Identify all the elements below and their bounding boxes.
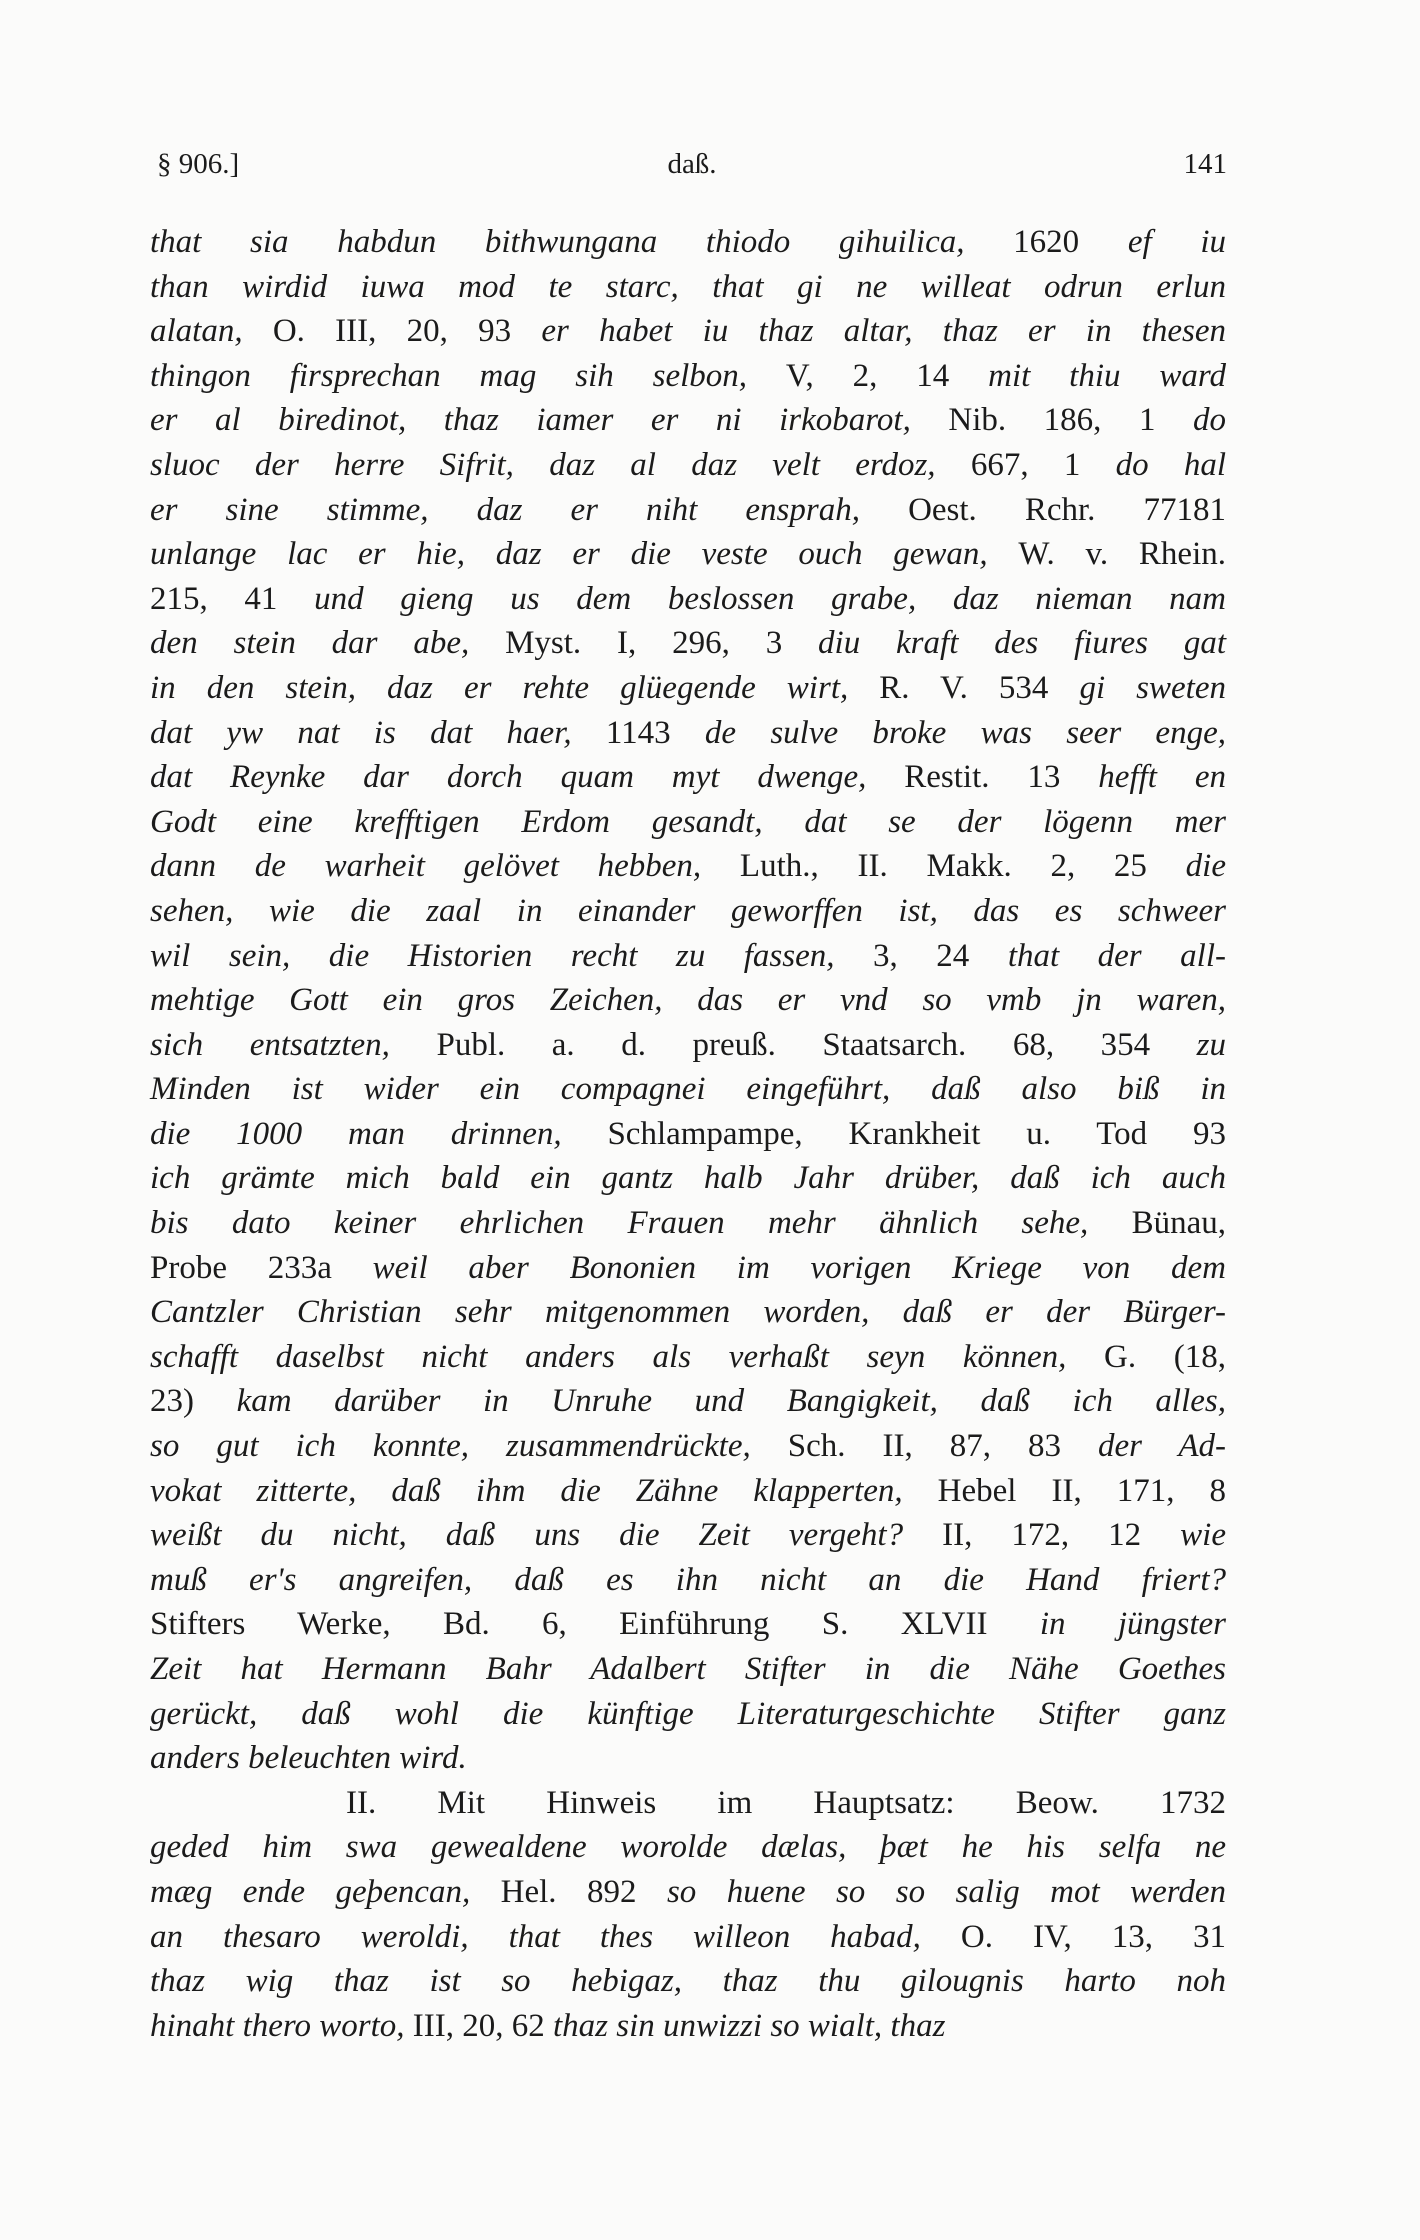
- italic-quote: dat Reynke dar dorch quam myt dwenge,: [150, 759, 905, 796]
- citation: Bünau,: [1131, 1205, 1226, 1242]
- citation: 667, 1: [970, 446, 1116, 483]
- text-line: [150, 1067, 1226, 1112]
- text-line: [150, 1959, 1226, 2004]
- italic-quote: Godt eine krefftigen Erdom gesandt, dat se der lögenn mer: [150, 803, 1226, 840]
- citation: Luth., II. Makk. 2, 25: [739, 848, 1186, 885]
- running-keyword: daß.: [667, 147, 717, 180]
- text-line: [150, 398, 1226, 443]
- citation: 1143: [605, 714, 705, 751]
- running-header: [157, 144, 1227, 184]
- text-line: [150, 1201, 1226, 1246]
- text-line: [150, 1558, 1226, 1603]
- italic-quote: er al biredinot, thaz iamer er ni irkobarot,: [150, 402, 949, 439]
- italic-quote: die: [1185, 848, 1226, 885]
- italic-quote: unlange lac er hie, daz er die veste ouch gewan,: [150, 536, 1019, 573]
- italic-quote: Zeit hat Hermann Bahr Adalbert Stifter in die Nähe Goethes: [150, 1651, 1226, 1687]
- italic-quote: die 1000 man drinnen,: [150, 1115, 608, 1152]
- italic-quote: alatan,: [150, 313, 273, 350]
- text-line: [150, 1825, 1226, 1870]
- italic-quote: der Ad-: [1097, 1428, 1226, 1465]
- italic-quote: in jüngster: [1039, 1606, 1226, 1643]
- italic-quote: gerückt, daß wohl die künftige Literaturgeschichte Stifter ganz: [150, 1695, 1226, 1732]
- italic-quote: mehtige Gott ein gros Zeichen, das er vnd so vmb jn waren,: [150, 982, 1226, 1019]
- text-line: [150, 934, 1226, 979]
- citation: Hel. 892: [500, 1873, 667, 1910]
- italic-quote: do hal: [1115, 446, 1227, 483]
- italic-quote: wie: [1180, 1517, 1226, 1554]
- italic-quote: de sulve broke was seer enge,: [704, 714, 1226, 751]
- text-line: [150, 1424, 1226, 1469]
- text-line: [150, 220, 1226, 265]
- text-line: [150, 1736, 1226, 1781]
- italic-quote: dat yw nat is dat haer,: [150, 714, 606, 751]
- italic-quote: den stein dar abe,: [150, 625, 506, 662]
- italic-quote: sich entsatzten,: [150, 1026, 437, 1063]
- citation: Myst. I, 296, 3: [505, 625, 819, 662]
- citation: 23): [150, 1383, 237, 1420]
- citation: Oest. Rchr. 77181: [908, 491, 1226, 528]
- text-line: [150, 844, 1226, 889]
- italic-quote: do: [1193, 402, 1227, 439]
- text-line: [150, 1870, 1226, 1915]
- text-line: [150, 577, 1226, 622]
- citation: O. III, 20, 93: [272, 313, 542, 350]
- italic-quote: ich grämte mich bald ein gantz halb Jahr drüber, daß ich auch: [150, 1160, 1226, 1197]
- italic-quote: an thesaro weroldi, that thes willeon habad,: [150, 1918, 961, 1955]
- italic-quote: und gieng us dem beslossen grabe, daz nieman nam: [314, 580, 1226, 617]
- italic-quote: er sine stimme, daz er niht ensprah,: [150, 491, 909, 528]
- text-line: [150, 488, 1226, 533]
- citation: Nib. 186, 1: [948, 402, 1194, 439]
- italic-quote: schafft daselbst nicht anders als verhaßt seyn können,: [150, 1338, 1105, 1375]
- italic-quote: that sia habdun bithwungana thiodo gihuilica,: [150, 224, 1014, 260]
- text-line: [150, 265, 1226, 310]
- italic-quote: mæg ende geþencan,: [150, 1873, 501, 1910]
- text-line: [150, 978, 1226, 1023]
- italic-quote: sluoc der herre Sifrit, daz al daz velt erdoz,: [150, 446, 971, 483]
- citation: W. v. Rhein.: [1018, 536, 1226, 573]
- italic-quote: thingon firsprechan mag sih selbon,: [150, 357, 786, 394]
- text-line: [150, 1156, 1226, 1201]
- italic-quote: sehen, wie die zaal in einander geworffen ist, das es schweer: [150, 892, 1226, 929]
- italic-quote: dann de warheit gelövet hebben,: [150, 848, 740, 885]
- text-line: [150, 1335, 1226, 1380]
- citation: Stifters Werke, Bd. 6, Einführung S. XLVII: [150, 1606, 1040, 1643]
- italic-quote: thaz sin unwizzi so wialt, thaz: [553, 2007, 946, 2044]
- citation: II. Mit Hinweis im Hauptsatz: Beow. 1732: [346, 1784, 1226, 1821]
- italic-quote: weißt du nicht, daß uns die Zeit vergeht?: [150, 1517, 943, 1554]
- italic-quote: than wirdid iuwa mod te starc, that gi ne willeat odrun erlun: [150, 268, 1226, 305]
- citation: Probe 233a: [150, 1249, 373, 1286]
- citation: V, 2, 14: [785, 357, 989, 394]
- text-line: [150, 666, 1226, 711]
- text-line: [150, 1246, 1226, 1291]
- citation: O. IV, 13, 31: [960, 1918, 1226, 1955]
- italic-quote: diu kraft des fiures gat: [818, 625, 1226, 662]
- italic-quote: that der all-: [1007, 937, 1226, 974]
- italic-quote: so huene so so salig mot werden: [666, 1873, 1226, 1910]
- italic-quote: geded him swa gewealdene worolde dælas, þæt he his selfa ne: [150, 1829, 1226, 1866]
- page-number: 141: [1183, 147, 1227, 180]
- text-line: [150, 1469, 1226, 1514]
- italic-quote: Minden ist wider ein compagnei eingeführt, daß also biß in: [150, 1071, 1226, 1108]
- italic-quote: so gut ich konnte, zusammendrückte,: [150, 1428, 788, 1465]
- italic-quote: kam darüber in Unruhe und Bangigkeit, daß ich alles,: [236, 1383, 1226, 1420]
- italic-quote: gi sweten: [1079, 669, 1226, 706]
- italic-quote: zu: [1196, 1026, 1226, 1063]
- citation: III, 20, 62: [412, 2007, 554, 2044]
- italic-quote: wil sein, die Historien recht zu fassen,: [150, 937, 874, 974]
- text-line: [150, 1023, 1226, 1068]
- section-reference: § 906.]: [157, 147, 240, 180]
- italic-quote: hinaht thero worto,: [150, 2007, 413, 2044]
- text-line: [150, 354, 1226, 399]
- text-line: [150, 1692, 1226, 1737]
- italic-quote: in den stein, daz er rehte glüegende wirt,: [150, 669, 880, 706]
- italic-quote: Cantzler Christian sehr mitgenommen worden, daß er der Bürger-: [150, 1294, 1226, 1331]
- italic-quote: weil aber Bononien im vorigen Kriege von dem: [372, 1249, 1227, 1286]
- citation: G. (18,: [1104, 1338, 1226, 1375]
- text-line: [150, 1602, 1226, 1647]
- citation: Publ. a. d. preuß. Staatsarch. 68, 354: [436, 1026, 1197, 1063]
- italic-quote: mit thiu ward: [988, 357, 1226, 394]
- text-line: [150, 443, 1226, 488]
- citation: 3, 24: [873, 937, 1008, 974]
- text-line: [150, 1290, 1226, 1335]
- text-line: [150, 800, 1226, 845]
- italic-quote: bis dato keiner ehrlichen Frauen mehr ähnlich sehe,: [150, 1205, 1132, 1242]
- citation: Hebel II, 171, 8: [937, 1472, 1226, 1509]
- italic-quote: hefft en: [1098, 759, 1226, 796]
- citation: II, 172, 12: [942, 1517, 1181, 1554]
- text-line: [150, 1781, 1226, 1826]
- text-line: [150, 621, 1226, 666]
- text-line: [150, 1647, 1226, 1692]
- text-line: [150, 2004, 1226, 2049]
- text-line: [150, 1513, 1226, 1558]
- text-line: [150, 1915, 1226, 1960]
- body-text: [150, 220, 1226, 2048]
- text-line: [150, 309, 1226, 354]
- italic-quote: thaz wig thaz ist so hebigaz, thaz thu gilougnis harto noh: [150, 1963, 1226, 2000]
- citation: Restit. 13: [904, 759, 1099, 796]
- text-line: [150, 1379, 1226, 1424]
- text-line: [150, 755, 1226, 800]
- text-line: [150, 889, 1226, 934]
- citation: Sch. II, 87, 83: [787, 1428, 1098, 1465]
- text-line: [150, 532, 1226, 577]
- italic-quote: anders beleuchten wird.: [150, 1740, 467, 1777]
- citation: Schlampampe, Krankheit u. Tod 93: [607, 1115, 1226, 1152]
- citation: 215, 41: [150, 580, 315, 617]
- italic-quote: ef iu: [1127, 224, 1227, 260]
- italic-quote: er habet iu thaz altar, thaz er in thesen: [541, 313, 1226, 350]
- text-line: [150, 1112, 1226, 1157]
- italic-quote: muß er's angreifen, daß es ihn nicht an die Hand friert?: [150, 1561, 1226, 1598]
- text-line: [150, 711, 1226, 756]
- citation: 1620: [1013, 224, 1128, 260]
- citation: R. V. 534: [879, 669, 1080, 706]
- italic-quote: vokat zitterte, daß ihm die Zähne klapperten,: [150, 1472, 938, 1509]
